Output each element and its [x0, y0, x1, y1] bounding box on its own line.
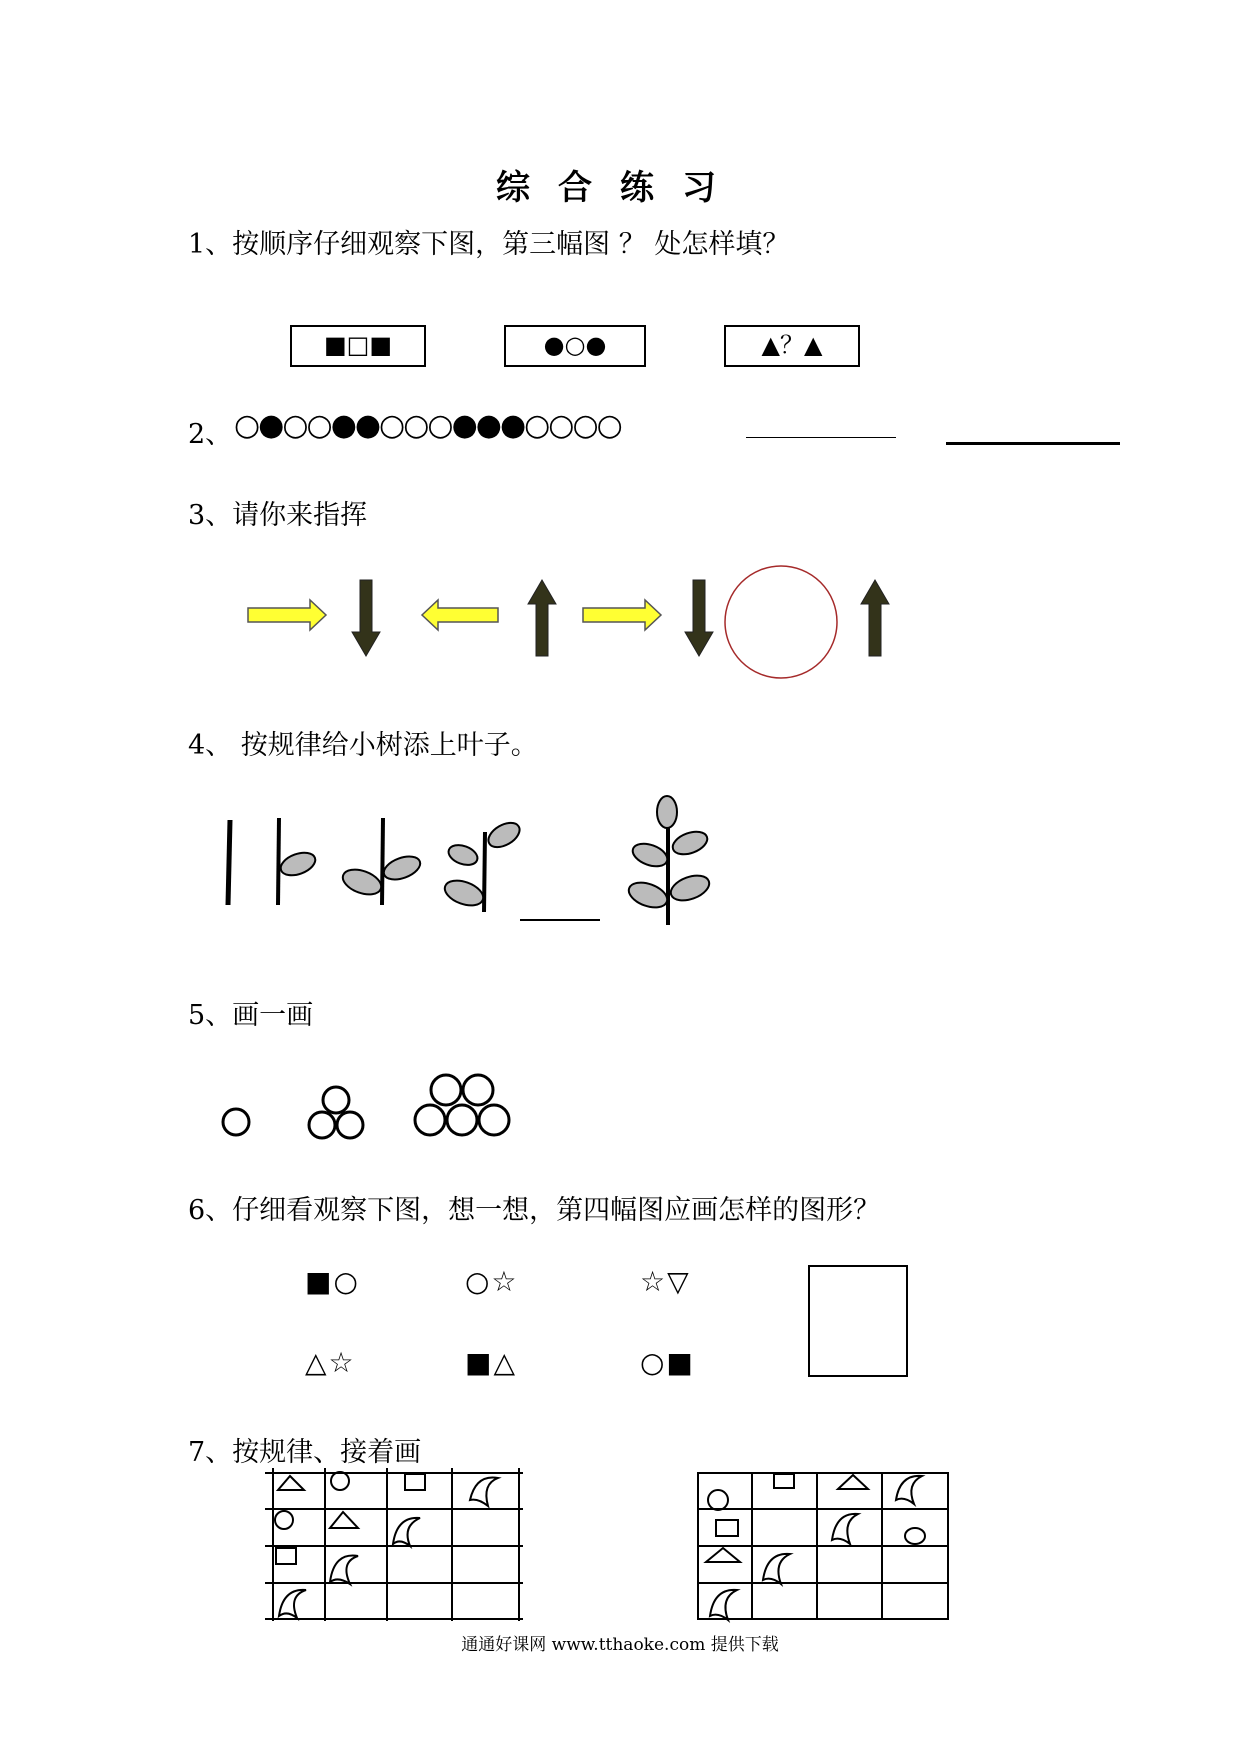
q7-grid-left: [265, 1468, 523, 1621]
question-4: 4、 按规律给小树添上叶子。: [188, 730, 538, 761]
question-5: 5、画一画: [188, 1000, 314, 1031]
q1-box-3: ▲？▲: [724, 325, 860, 367]
question-7: 7、按规律、接着画: [188, 1437, 422, 1468]
q1-box-2: ●○●: [504, 325, 646, 367]
crescent-icon: [832, 1514, 858, 1544]
crescent-icon: [470, 1477, 498, 1506]
crescent-icon: [896, 1476, 922, 1504]
question-3: 3、请你来指挥: [188, 500, 368, 531]
triangle-icon: [278, 1476, 304, 1490]
page-title: 综合练习: [496, 168, 744, 208]
q6-pair-2-3: ○■: [640, 1346, 695, 1379]
q6-pair-2-2: ■△: [465, 1346, 517, 1379]
circle-icon: [331, 1472, 349, 1490]
footer-credit: 通通好课网 www.tthaoke.com 提供下载: [461, 1635, 779, 1655]
triangle-icon: [838, 1475, 868, 1489]
circle-icon: [275, 1511, 293, 1529]
q2-circle-sequence: ○●○○●●○○○●●●○○○○: [234, 408, 621, 443]
q6-pair-1-1: ■○: [305, 1265, 360, 1298]
q6-pair-1-3: ☆▽: [640, 1265, 691, 1298]
crescent-icon: [393, 1518, 420, 1546]
crescent-icon: [763, 1554, 790, 1584]
circle-icon: [708, 1490, 728, 1510]
square-icon: [774, 1474, 794, 1488]
q6-pair-2-1: △☆: [305, 1346, 356, 1379]
square-icon: [405, 1474, 425, 1490]
triangle-icon: [330, 1512, 358, 1528]
question-1: 1、按顺序仔细观察下图，第三幅图 ？ 处怎样填？: [188, 229, 790, 260]
crescent-icon: [710, 1590, 737, 1620]
q7-grid-right: [698, 1473, 948, 1620]
circle-icon: [905, 1528, 925, 1544]
square-icon: [276, 1548, 296, 1564]
q1-box-1: ■□■: [290, 325, 426, 367]
q6-pair-1-2: ○☆: [465, 1265, 519, 1298]
triangle-icon: [706, 1548, 740, 1562]
crescent-icon: [330, 1556, 358, 1584]
question-2-label: 2、: [188, 419, 233, 450]
square-icon: [716, 1520, 738, 1536]
question-6: 6、仔细看观察下图，想一想，第四幅图应画怎样的图形？: [188, 1195, 881, 1226]
crescent-icon: [279, 1590, 306, 1618]
